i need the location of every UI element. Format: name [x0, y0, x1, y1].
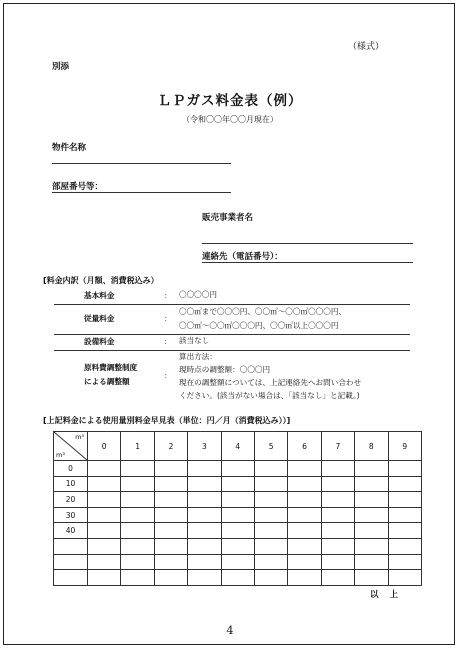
property-name-label: 物件名称	[52, 143, 87, 153]
column-header: 6	[288, 432, 321, 461]
fee-row-usage	[54, 304, 410, 335]
rate-cell	[88, 507, 121, 523]
row-header	[54, 538, 88, 554]
rate-cell	[188, 554, 221, 570]
rate-cell	[121, 461, 154, 477]
rate-cell	[88, 461, 121, 477]
rate-cell	[254, 523, 287, 539]
page-subtitle: （令和〇〇年〇〇月現在）	[182, 115, 278, 124]
corner-unit-top: m³	[75, 433, 84, 441]
row-header	[54, 570, 88, 586]
fee-value: 〇〇〇〇円	[179, 290, 217, 299]
rate-cell	[188, 461, 221, 477]
rate-cell	[188, 492, 221, 508]
rate-cell	[88, 554, 121, 570]
rate-cell	[121, 492, 154, 508]
rate-cell	[254, 570, 287, 586]
rate-cell	[221, 570, 254, 586]
rate-cell	[121, 570, 154, 586]
fee-value-line: 〇〇㎥まで〇〇〇円、〇〇㎥～〇〇㎥〇〇〇円、	[179, 307, 347, 316]
rate-cell	[388, 570, 421, 586]
row-header: 40	[54, 523, 88, 539]
rate-cell	[254, 492, 287, 508]
rate-cell	[321, 492, 354, 508]
rate-cell	[121, 554, 154, 570]
table-row	[54, 492, 422, 508]
rate-cell	[288, 570, 321, 586]
column-header: 8	[355, 432, 388, 461]
column-header: 3	[188, 432, 221, 461]
rate-cell	[355, 523, 388, 539]
rate-cell	[254, 554, 287, 570]
end-text: 以 上	[370, 590, 402, 600]
table-row	[54, 523, 422, 539]
rate-cell	[154, 492, 187, 508]
page-number: 4	[226, 624, 234, 637]
rate-cell	[221, 554, 254, 570]
column-header: 2	[154, 432, 187, 461]
fee-colon: ：	[164, 371, 172, 380]
rate-cell	[288, 461, 321, 477]
rate-cell	[188, 476, 221, 492]
fee-colon: ：	[164, 337, 172, 346]
rate-table-title: [上記料金による使用量別料金早見表（単位：円／月（消費税込み））]	[43, 416, 291, 425]
column-header: 5	[254, 432, 287, 461]
column-header: 1	[121, 432, 154, 461]
fee-name: 設備料金	[84, 337, 115, 346]
rate-cell	[355, 492, 388, 508]
rate-cell	[388, 461, 421, 477]
rate-cell	[321, 476, 354, 492]
row-header: 0	[54, 461, 88, 477]
fee-row-adjustment	[54, 350, 410, 406]
rate-cell	[154, 461, 187, 477]
fee-colon: ：	[164, 291, 172, 300]
rate-cell	[221, 476, 254, 492]
fee-row-equipment	[54, 334, 410, 351]
row-header: 20	[54, 492, 88, 508]
fee-value: 該当なし	[179, 336, 210, 345]
rate-cell	[188, 538, 221, 554]
rate-cell	[88, 570, 121, 586]
rate-cell	[88, 476, 121, 492]
fee-section-title: [料金内訳（月額、消費税込み）	[43, 276, 159, 285]
rate-cell	[321, 461, 354, 477]
rate-cell	[355, 554, 388, 570]
fee-breakdown	[54, 288, 410, 408]
rate-cell	[88, 538, 121, 554]
fee-value-line: 現在の調整額については、上記連絡先へお問い合わせ	[179, 378, 362, 387]
rate-cell	[221, 461, 254, 477]
rate-table	[53, 431, 422, 586]
rate-cell	[288, 554, 321, 570]
rate-cell	[121, 538, 154, 554]
document-page	[3, 3, 455, 645]
fee-name: 基本料金	[84, 291, 115, 300]
rate-cell	[321, 538, 354, 554]
rate-cell	[88, 523, 121, 539]
rate-cell	[321, 507, 354, 523]
rate-cell	[254, 507, 287, 523]
rate-cell	[221, 523, 254, 539]
rate-cell	[388, 538, 421, 554]
rate-cell	[254, 538, 287, 554]
rate-cell	[188, 523, 221, 539]
rate-table-corner	[54, 432, 88, 461]
row-header	[54, 554, 88, 570]
table-row	[54, 507, 422, 523]
rate-cell	[254, 476, 287, 492]
row-header: 30	[54, 507, 88, 523]
rate-cell	[154, 523, 187, 539]
fee-value-line: 算出方法：	[179, 352, 217, 361]
rate-cell	[321, 570, 354, 586]
rate-cell	[121, 523, 154, 539]
fee-name-line: による調整額	[84, 377, 130, 386]
rate-cell	[288, 476, 321, 492]
column-header: 0	[88, 432, 121, 461]
rate-cell	[154, 570, 187, 586]
rate-cell	[388, 507, 421, 523]
rate-cell	[388, 554, 421, 570]
rate-cell	[221, 507, 254, 523]
rate-cell	[388, 492, 421, 508]
rate-cell	[221, 538, 254, 554]
fee-value-line: 〇〇㎥～〇〇㎥〇〇〇円、〇〇㎥以上〇〇〇円	[179, 321, 339, 330]
rate-cell	[188, 507, 221, 523]
fee-name-line: 原料費調整制度	[84, 363, 138, 372]
column-header: 4	[221, 432, 254, 461]
rate-cell	[88, 492, 121, 508]
table-row	[54, 538, 422, 554]
rate-cell	[288, 538, 321, 554]
fee-row-basic	[54, 288, 410, 305]
rate-cell	[254, 461, 287, 477]
row-header: 10	[54, 476, 88, 492]
rate-cell	[154, 554, 187, 570]
rate-cell	[388, 476, 421, 492]
rate-cell	[154, 538, 187, 554]
fee-name: 従量料金	[84, 314, 115, 323]
table-row	[54, 476, 422, 492]
seller-label: 販売事業者名	[202, 213, 254, 223]
rate-cell	[121, 476, 154, 492]
contact-label: 連絡先（電話番号）：	[202, 252, 283, 262]
rate-cell	[154, 507, 187, 523]
attachment-label: 別添	[52, 62, 70, 72]
rate-cell	[288, 492, 321, 508]
rate-cell	[355, 461, 388, 477]
fee-colon: ：	[164, 314, 172, 323]
rate-cell	[321, 554, 354, 570]
rate-cell	[288, 523, 321, 539]
rate-cell	[355, 507, 388, 523]
column-header: 7	[321, 432, 354, 461]
table-row	[54, 570, 422, 586]
rate-cell	[355, 538, 388, 554]
column-header: 9	[388, 432, 421, 461]
rate-cell	[388, 523, 421, 539]
seller-line	[202, 243, 413, 244]
rate-cell	[355, 476, 388, 492]
rate-cell	[355, 570, 388, 586]
rate-cell	[154, 476, 187, 492]
corner-unit-left: m³	[56, 451, 65, 459]
page-title: ＬＰガス料金表（例）	[157, 93, 303, 109]
fee-value-line: 現時点の調整額：〇〇〇円	[179, 365, 271, 374]
rate-cell	[221, 492, 254, 508]
rate-cell	[188, 570, 221, 586]
room-number-line	[52, 192, 231, 193]
rate-table-header-row	[54, 432, 422, 461]
contact-line	[202, 262, 413, 263]
rate-cell	[321, 523, 354, 539]
table-row	[54, 461, 422, 477]
rate-cell	[288, 507, 321, 523]
table-row	[54, 554, 422, 570]
room-number-label: 部屋番号等：	[52, 182, 104, 192]
fee-value-line: ください。(該当がない場合は、「該当なし」と記載。)	[179, 391, 360, 400]
form-label: （様式）	[347, 42, 384, 52]
rate-cell	[121, 507, 154, 523]
property-name-line	[52, 163, 231, 164]
